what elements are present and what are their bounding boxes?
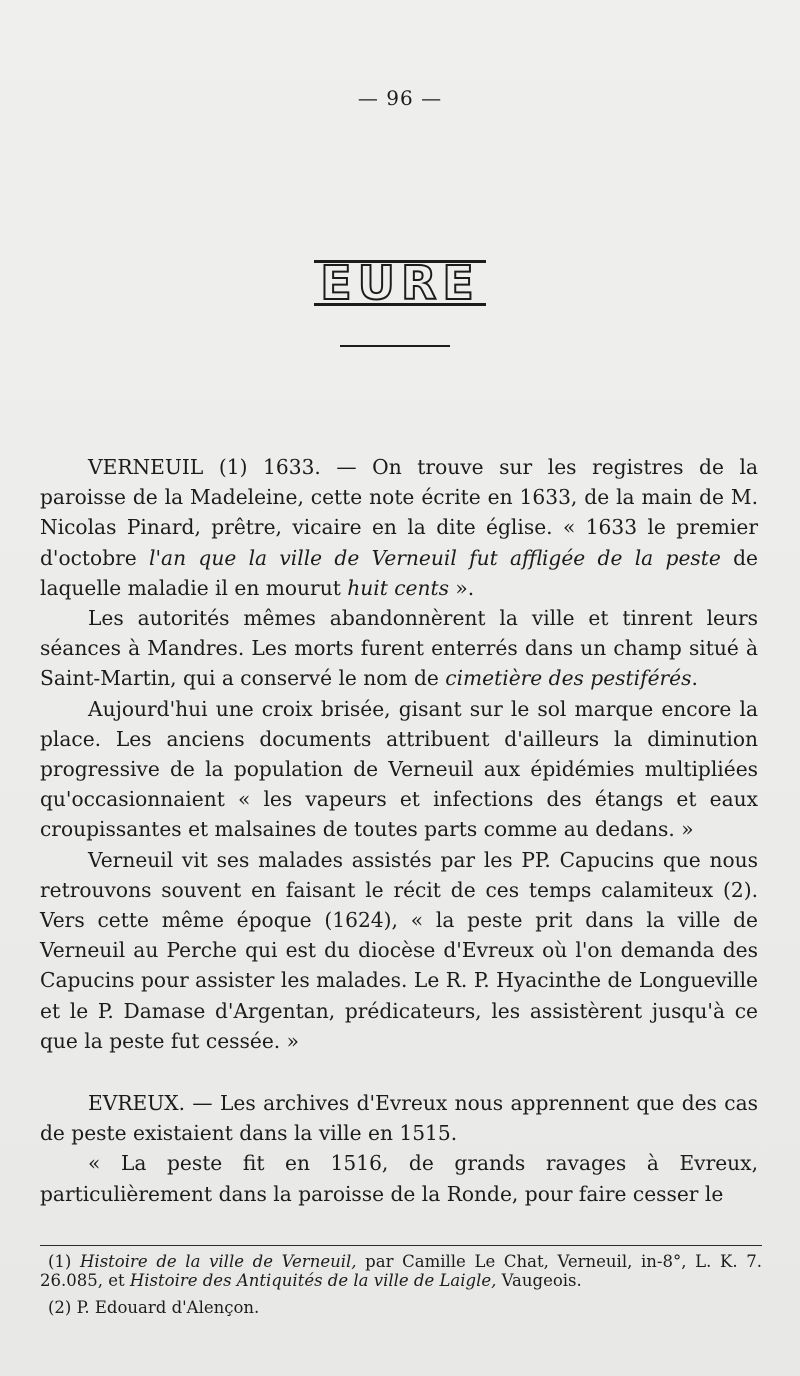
section-title [0, 256, 800, 310]
footnote-2 [40, 1298, 762, 1317]
body-text [40, 452, 758, 1209]
paragraph-evreux [40, 1088, 758, 1148]
text-run: Aujourd'hui une croix brisée, gisant sur le sol marque encore la place. Les anciens documents attribuent d'ailleurs la diminution progressive de la population de Verneuil aux épidémies multipliées qu'occasionnaient « les vapeurs et infections des étangs et eaux croupissantes et malsaines de toutes parts comme au dedans. » [40, 696, 758, 842]
italic-title: Histoire des Antiquités de la ville de Laigle, [129, 1271, 497, 1290]
footnote-marker: (1) [48, 1252, 81, 1271]
italic-title: Histoire de la ville de Verneuil, [80, 1252, 357, 1271]
paragraph-autorites [40, 603, 758, 694]
footnote-1 [40, 1252, 762, 1290]
text-run: EVREUX. — Les archives d'Evreux nous apprennent que des cas de peste existaient dans la ville en 1515. [40, 1091, 758, 1146]
title-divider [340, 345, 450, 347]
text-run: par Camille Le Chat, Verneuil, in-8°, L. K. 7. 26.085, et [40, 1252, 762, 1290]
section-title-text: EURE [314, 260, 486, 306]
paragraph-verneuil-intro [40, 452, 758, 603]
text-run: ». [448, 575, 475, 600]
text-run: Les autorités mêmes abandonnèrent la ville et tinrent leurs séances à Mandres. Les morts furent enterrés dans un champ situé à Saint-Martin, qui a conservé le nom de [40, 606, 758, 691]
text-run: Vaugeois. [496, 1271, 582, 1290]
text-run: Verneuil vit ses malades assistés par les PP. Capucins que nous retrouvons souvent en faisant le récit de ces temps calamiteux (2). Vers cette même époque (1624), « la peste prit dans la ville de Verneuil au Perche qui est du diocèse d'Evreux où l'on demanda des Capucins pour assister les malades. Le R. P. Hyacinthe de Longueville et le P. Damase d'Argentan, prédicateurs, les assistèrent jusqu'à ce que la peste fut cessée. » [40, 847, 758, 1053]
footnote-divider [40, 1245, 762, 1246]
text-run: VERNEUIL (1) 1633. — On trouve sur les registres de la paroisse de la Madeleine, cette note écrite en 1633, de la main de M. Nicolas Pinard, prêtre, vicaire en la dite église. « 1633 le premier d'octobre [40, 455, 758, 570]
paragraph-peste-1516 [40, 1148, 758, 1208]
paragraph-croix [40, 694, 758, 845]
italic-quote: huit cents [347, 575, 449, 600]
footnotes [40, 1252, 762, 1317]
text-run: . [691, 666, 698, 691]
text-run: de laquelle maladie il en mourut [40, 545, 758, 600]
paragraph-capucins [40, 845, 758, 1056]
italic-quote: l'an que la ville de Verneuil fut affligée de la peste [149, 545, 721, 570]
italic-term: cimetière des pestiférés [445, 666, 692, 691]
text-run: « La peste fit en 1516, de grands ravages à Evreux, particulièrement dans la paroisse de la Ronde, pour faire cesser le [40, 1151, 758, 1206]
page-number: — 96 — [357, 86, 443, 110]
text-run: (2) P. Edouard d'Alençon. [48, 1298, 260, 1317]
